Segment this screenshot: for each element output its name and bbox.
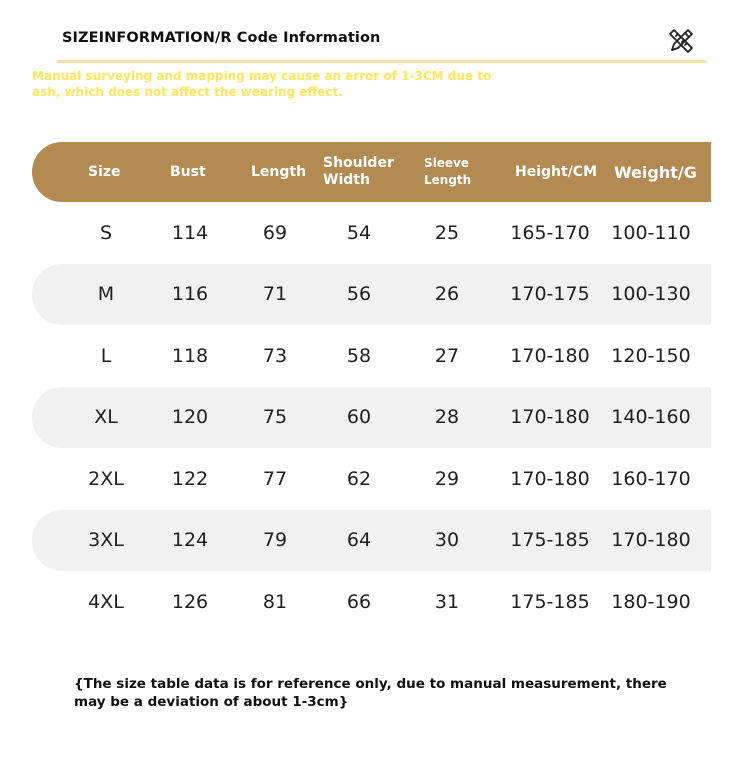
- table-row: [32, 510, 711, 572]
- ruler-pencil-icon: [666, 26, 696, 56]
- title-divider: [57, 60, 707, 63]
- footnote: {The size table data is for reference only, due to manual measurement, there may be a deviation of about 1-3cm}: [74, 676, 667, 710]
- cell-length: 69: [262, 221, 288, 244]
- cell-size: 3XL: [88, 529, 124, 552]
- cell-length: 77: [262, 467, 288, 490]
- cell-shoulder-width: 58: [346, 344, 372, 367]
- cell-bust: 114: [171, 221, 209, 244]
- cell-sleeve-length: 28: [434, 406, 460, 429]
- cell-size: M: [97, 283, 115, 306]
- table-row: [32, 202, 711, 264]
- cell-sleeve-length: 30: [434, 529, 460, 552]
- cell-bust: 118: [171, 344, 209, 367]
- header-shoulder-width: Shoulder Width: [323, 155, 394, 188]
- cell-length: 75: [262, 406, 288, 429]
- cell-height: 170-180: [510, 406, 590, 429]
- table-row: [32, 264, 711, 326]
- cell-length: 71: [262, 283, 288, 306]
- cell-size: XL: [94, 406, 118, 429]
- cell-sleeve-length: 29: [434, 467, 460, 490]
- header-sleeve-length: Sleeve Length: [424, 156, 472, 187]
- cell-height: 175-185: [510, 590, 590, 613]
- cell-shoulder-width: 66: [346, 590, 372, 613]
- cell-weight: 180-190: [611, 590, 691, 613]
- cell-length: 81: [262, 590, 288, 613]
- cell-shoulder-width: 62: [346, 467, 372, 490]
- cell-bust: 124: [171, 529, 209, 552]
- cell-bust: 116: [171, 283, 209, 306]
- cell-height: 175-185: [510, 529, 590, 552]
- cell-height: 165-170: [510, 221, 590, 244]
- cell-weight: 120-150: [611, 344, 691, 367]
- cell-weight: 140-160: [611, 406, 691, 429]
- header-weight: Weight/G: [614, 162, 697, 182]
- cell-sleeve-length: 27: [434, 344, 460, 367]
- cell-size: L: [100, 344, 112, 367]
- header-length: Length: [251, 163, 307, 180]
- header-bust: Bust: [170, 163, 206, 180]
- table-row: [32, 387, 711, 449]
- header-size: Size: [88, 163, 121, 180]
- cell-shoulder-width: 60: [346, 406, 372, 429]
- cell-size: S: [99, 221, 113, 244]
- table-row: [32, 325, 711, 387]
- cell-shoulder-width: 54: [346, 221, 372, 244]
- cell-bust: 126: [171, 590, 209, 613]
- cell-size: 4XL: [88, 590, 124, 613]
- header-height: Height/CM: [515, 163, 598, 180]
- cell-shoulder-width: 56: [346, 283, 372, 306]
- cell-length: 79: [262, 529, 288, 552]
- cell-height: 170-180: [510, 344, 590, 367]
- table-header: [32, 142, 711, 202]
- cell-shoulder-width: 64: [346, 529, 372, 552]
- cell-height: 170-180: [510, 467, 590, 490]
- cell-weight: 100-110: [611, 221, 691, 244]
- cell-height: 170-175: [510, 283, 590, 306]
- cell-sleeve-length: 25: [434, 221, 460, 244]
- table-row: [32, 448, 711, 510]
- cell-weight: 100-130: [611, 283, 691, 306]
- measurement-note: Manual surveying and mapping may cause an error of 1-3CM due to ash, which does not affect the wearing effect.: [32, 69, 492, 99]
- cell-bust: 122: [171, 467, 209, 490]
- cell-weight: 170-180: [611, 529, 691, 552]
- cell-size: 2XL: [88, 467, 124, 490]
- cell-sleeve-length: 26: [434, 283, 460, 306]
- cell-sleeve-length: 31: [434, 590, 460, 613]
- cell-bust: 120: [171, 406, 209, 429]
- cell-length: 73: [262, 344, 288, 367]
- table-row: [32, 571, 711, 633]
- page-title: SIZEINFORMATION/R Code Information: [62, 30, 381, 46]
- cell-weight: 160-170: [611, 467, 691, 490]
- size-table: [32, 142, 711, 633]
